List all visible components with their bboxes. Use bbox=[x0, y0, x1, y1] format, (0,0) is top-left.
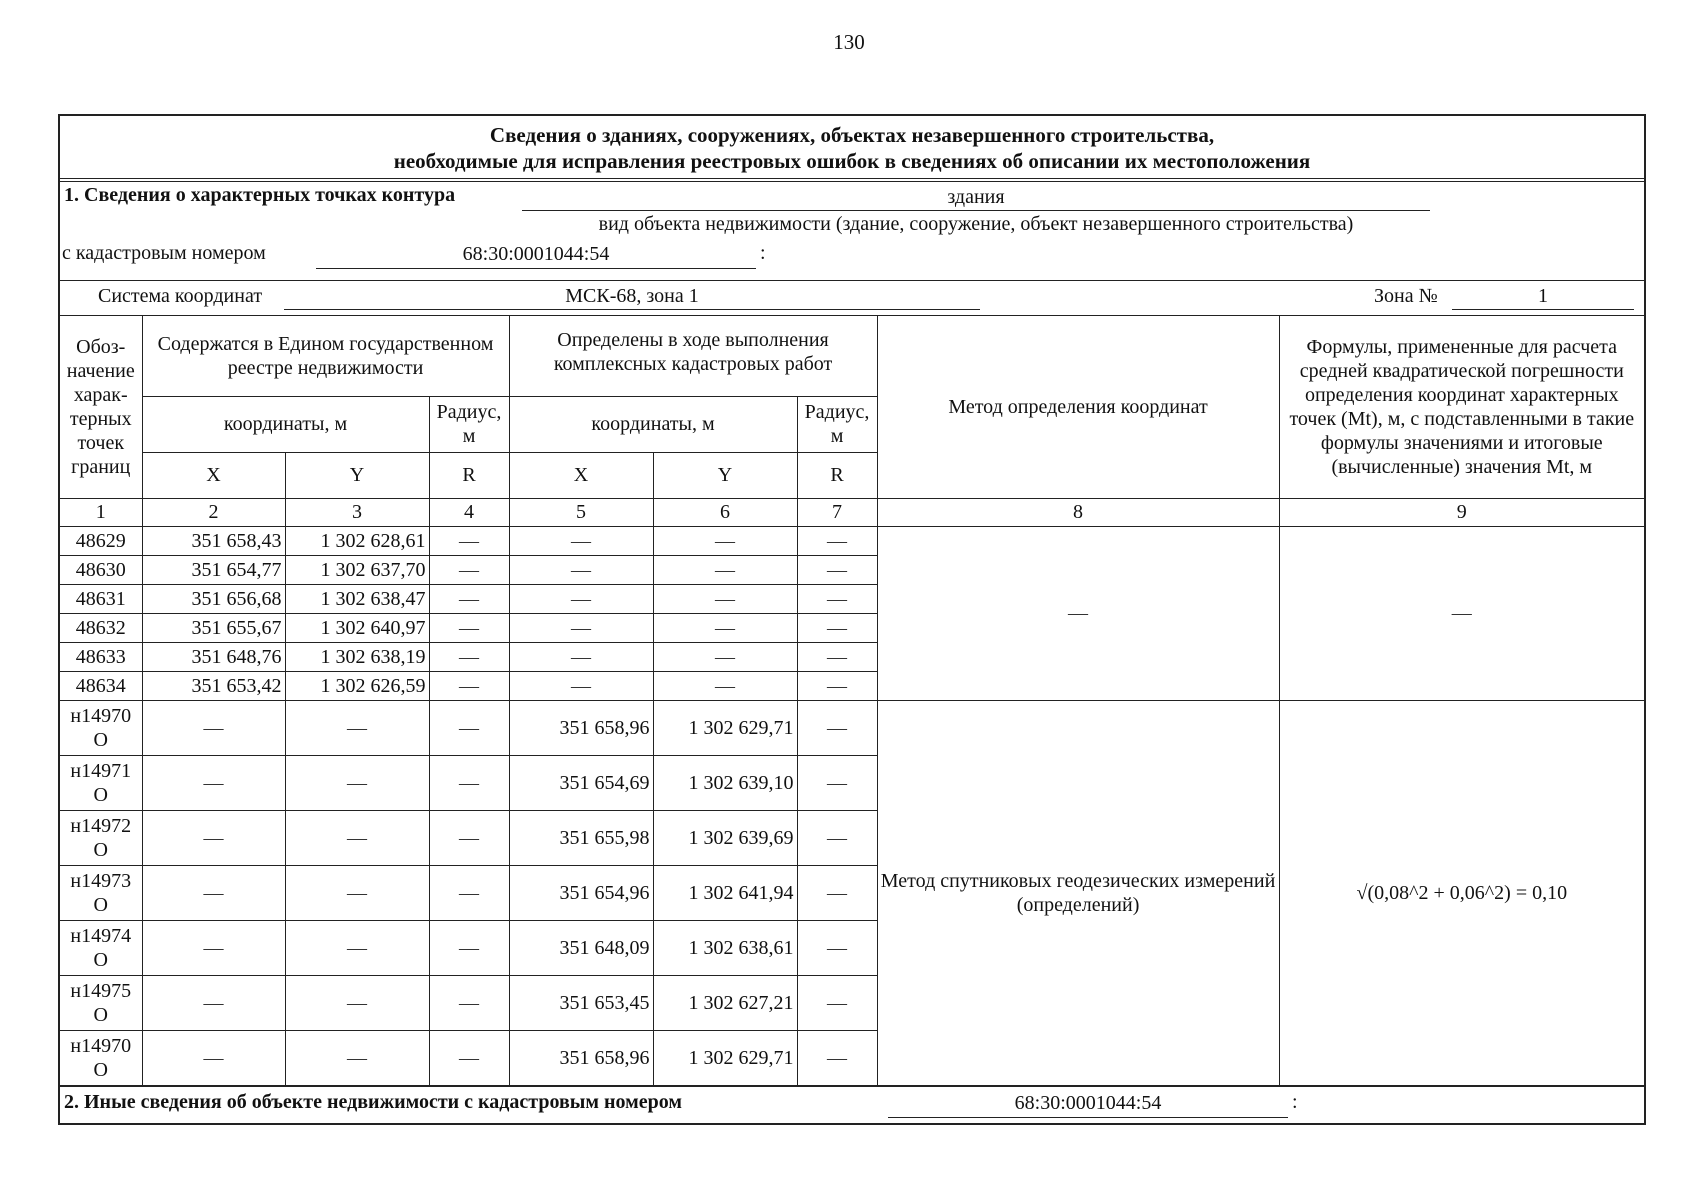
egrn-y: 1 302 638,47 bbox=[285, 584, 429, 613]
points-table bbox=[60, 316, 1644, 1086]
egrn-y: — bbox=[285, 700, 429, 755]
egrn-r: — bbox=[429, 1030, 509, 1085]
point-id: 48629 bbox=[60, 526, 142, 555]
header-kkr-coords: координаты, м bbox=[509, 396, 797, 452]
egrn-y: — bbox=[285, 975, 429, 1030]
egrn-x: 351 648,76 bbox=[142, 642, 285, 671]
coordinate-system-value: МСК-68, зона 1 bbox=[284, 283, 980, 310]
egrn-y: 1 302 637,70 bbox=[285, 555, 429, 584]
column-number: 5 bbox=[509, 498, 653, 526]
form-title bbox=[60, 116, 1644, 182]
kkr-r: — bbox=[797, 975, 877, 1030]
egrn-x: — bbox=[142, 920, 285, 975]
group-2-formula: √(0,08^2 + 0,06^2) = 0,10 bbox=[1279, 700, 1644, 1085]
egrn-r: — bbox=[429, 642, 509, 671]
egrn-r: — bbox=[429, 526, 509, 555]
kkr-r: — bbox=[797, 526, 877, 555]
group-2-method: Метод спутниковых геодезических измерений (определений) bbox=[877, 700, 1279, 1085]
kkr-r: — bbox=[797, 755, 877, 810]
cadastral-number-label: с кадастровым номером bbox=[62, 242, 266, 264]
header-egrn: Содержатся в Едином государственном реестре недвижимости bbox=[142, 316, 509, 396]
coordinate-system-label: Система координат bbox=[98, 285, 263, 307]
column-number: 1 bbox=[60, 498, 142, 526]
kkr-y: — bbox=[653, 555, 797, 584]
kkr-x: 351 648,09 bbox=[509, 920, 653, 975]
kkr-x: — bbox=[509, 555, 653, 584]
egrn-y: — bbox=[285, 920, 429, 975]
egrn-r: — bbox=[429, 920, 509, 975]
kkr-y: 1 302 629,71 bbox=[653, 700, 797, 755]
kkr-x: 351 654,69 bbox=[509, 755, 653, 810]
kkr-x: 351 658,96 bbox=[509, 700, 653, 755]
egrn-y: 1 302 638,19 bbox=[285, 642, 429, 671]
kkr-r: — bbox=[797, 865, 877, 920]
egrn-y: — bbox=[285, 755, 429, 810]
point-id: н14971 О bbox=[60, 755, 142, 810]
egrn-y: 1 302 628,61 bbox=[285, 526, 429, 555]
egrn-r: — bbox=[429, 865, 509, 920]
point-id: 48634 bbox=[60, 671, 142, 700]
kkr-r: — bbox=[797, 613, 877, 642]
kkr-y: 1 302 639,69 bbox=[653, 810, 797, 865]
kkr-x: 351 654,96 bbox=[509, 865, 653, 920]
header-method: Метод определения координат bbox=[877, 316, 1279, 498]
object-kind-field: здания bbox=[522, 184, 1430, 211]
egrn-y: 1 302 626,59 bbox=[285, 671, 429, 700]
kkr-r: — bbox=[797, 642, 877, 671]
kkr-y: 1 302 627,21 bbox=[653, 975, 797, 1030]
kkr-r: — bbox=[797, 700, 877, 755]
column-number: 8 bbox=[877, 498, 1279, 526]
egrn-y: — bbox=[285, 810, 429, 865]
section-2-row bbox=[60, 1086, 1644, 1123]
header-egrn-radius: Радиус, м bbox=[429, 396, 509, 452]
section-2-colon: : bbox=[1292, 1090, 1298, 1113]
point-id: н14974 О bbox=[60, 920, 142, 975]
kkr-y: — bbox=[653, 642, 797, 671]
egrn-r: — bbox=[429, 810, 509, 865]
form-title-line-1: Сведения о зданиях, сооружениях, объектах незавершенного строительства, bbox=[489, 123, 1215, 147]
kkr-x: 351 658,96 bbox=[509, 1030, 653, 1085]
header-x: X bbox=[142, 452, 285, 498]
column-number: 6 bbox=[653, 498, 797, 526]
cadastral-number-field: 68:30:0001044:54 bbox=[316, 240, 756, 269]
group-1-formula: — bbox=[1279, 526, 1644, 700]
point-id: н14970 О bbox=[60, 1030, 142, 1085]
header-formulas: Формулы, примененные для расчета средней квадратической погрешности определения координат характерных точек (Mt), м, с подставленными в такие формулы значениями и итоговые (вычисленные) значения Mt, м bbox=[1279, 316, 1644, 498]
section-1-header bbox=[60, 182, 1644, 281]
kkr-r: — bbox=[797, 555, 877, 584]
egrn-r: — bbox=[429, 584, 509, 613]
egrn-r: — bbox=[429, 671, 509, 700]
section-2-cadastral-number: 68:30:0001044:54 bbox=[888, 1089, 1288, 1118]
header-x2: X bbox=[509, 452, 653, 498]
egrn-r: — bbox=[429, 975, 509, 1030]
egrn-x: — bbox=[142, 975, 285, 1030]
kkr-y: 1 302 629,71 bbox=[653, 1030, 797, 1085]
kkr-r: — bbox=[797, 671, 877, 700]
egrn-x: — bbox=[142, 1030, 285, 1085]
page-number: 130 bbox=[833, 30, 865, 54]
egrn-x: 351 658,43 bbox=[142, 526, 285, 555]
section-1-label: 1. Сведения о характерных точках контура bbox=[64, 184, 456, 206]
point-id: 48632 bbox=[60, 613, 142, 642]
kkr-r: — bbox=[797, 584, 877, 613]
kkr-x: 351 655,98 bbox=[509, 810, 653, 865]
egrn-r: — bbox=[429, 613, 509, 642]
kkr-y: — bbox=[653, 671, 797, 700]
object-kind-hint: вид объекта недвижимости (здание, сооружение, объект незавершенного строительства) bbox=[598, 213, 1354, 235]
coordinate-system-row bbox=[60, 281, 1644, 316]
table-row bbox=[60, 526, 1644, 555]
section-2-label: 2. Иные сведения об объекте недвижимости с кадастровым номером bbox=[64, 1090, 683, 1113]
header-r2: R bbox=[797, 452, 877, 498]
kkr-y: — bbox=[653, 613, 797, 642]
egrn-x: 351 655,67 bbox=[142, 613, 285, 642]
kkr-r: — bbox=[797, 810, 877, 865]
point-id: 48631 bbox=[60, 584, 142, 613]
cadastral-colon: : bbox=[760, 242, 766, 264]
column-number: 7 bbox=[797, 498, 877, 526]
table-row bbox=[60, 700, 1644, 755]
kkr-r: — bbox=[797, 1030, 877, 1085]
header-kkr-radius: Радиус, м bbox=[797, 396, 877, 452]
kkr-r: — bbox=[797, 920, 877, 975]
egrn-x: — bbox=[142, 755, 285, 810]
kkr-x: — bbox=[509, 584, 653, 613]
kkr-y: — bbox=[653, 584, 797, 613]
point-id: н14975 О bbox=[60, 975, 142, 1030]
kkr-x: 351 653,45 bbox=[509, 975, 653, 1030]
kkr-y: 1 302 639,10 bbox=[653, 755, 797, 810]
point-id: н14970 О bbox=[60, 700, 142, 755]
form-title-line-2: необходимые для исправления реестровых ошибок в сведениях об описании их местоположения bbox=[393, 149, 1311, 173]
kkr-y: 1 302 641,94 bbox=[653, 865, 797, 920]
point-id: н14972 О bbox=[60, 810, 142, 865]
egrn-x: 351 653,42 bbox=[142, 671, 285, 700]
egrn-x: 351 654,77 bbox=[142, 555, 285, 584]
group-1-method: — bbox=[877, 526, 1279, 700]
egrn-x: — bbox=[142, 700, 285, 755]
header-y: Y bbox=[285, 452, 429, 498]
egrn-y: — bbox=[285, 865, 429, 920]
kkr-y: 1 302 638,61 bbox=[653, 920, 797, 975]
kkr-y: — bbox=[653, 526, 797, 555]
header-y2: Y bbox=[653, 452, 797, 498]
egrn-r: — bbox=[429, 700, 509, 755]
zone-label: Зона № bbox=[1374, 285, 1438, 307]
zone-value: 1 bbox=[1452, 283, 1634, 310]
header-egrn-coords: координаты, м bbox=[142, 396, 429, 452]
column-number: 3 bbox=[285, 498, 429, 526]
egrn-y: 1 302 640,97 bbox=[285, 613, 429, 642]
egrn-r: — bbox=[429, 555, 509, 584]
egrn-x: 351 656,68 bbox=[142, 584, 285, 613]
header-kkr: Определены в ходе выполнения комплексных кадастровых работ bbox=[509, 316, 877, 396]
point-id: н14973 О bbox=[60, 865, 142, 920]
form-frame bbox=[58, 114, 1646, 1125]
column-number: 9 bbox=[1279, 498, 1644, 526]
egrn-y: — bbox=[285, 1030, 429, 1085]
kkr-x: — bbox=[509, 642, 653, 671]
header-point-id: Обоз-начение харак-терных точек границ bbox=[60, 316, 142, 498]
point-id: 48633 bbox=[60, 642, 142, 671]
egrn-x: — bbox=[142, 865, 285, 920]
kkr-x: — bbox=[509, 526, 653, 555]
kkr-x: — bbox=[509, 613, 653, 642]
header-r: R bbox=[429, 452, 509, 498]
egrn-r: — bbox=[429, 755, 509, 810]
kkr-x: — bbox=[509, 671, 653, 700]
point-id: 48630 bbox=[60, 555, 142, 584]
column-numbers-row bbox=[60, 498, 1644, 526]
column-number: 2 bbox=[142, 498, 285, 526]
column-number: 4 bbox=[429, 498, 509, 526]
egrn-x: — bbox=[142, 810, 285, 865]
